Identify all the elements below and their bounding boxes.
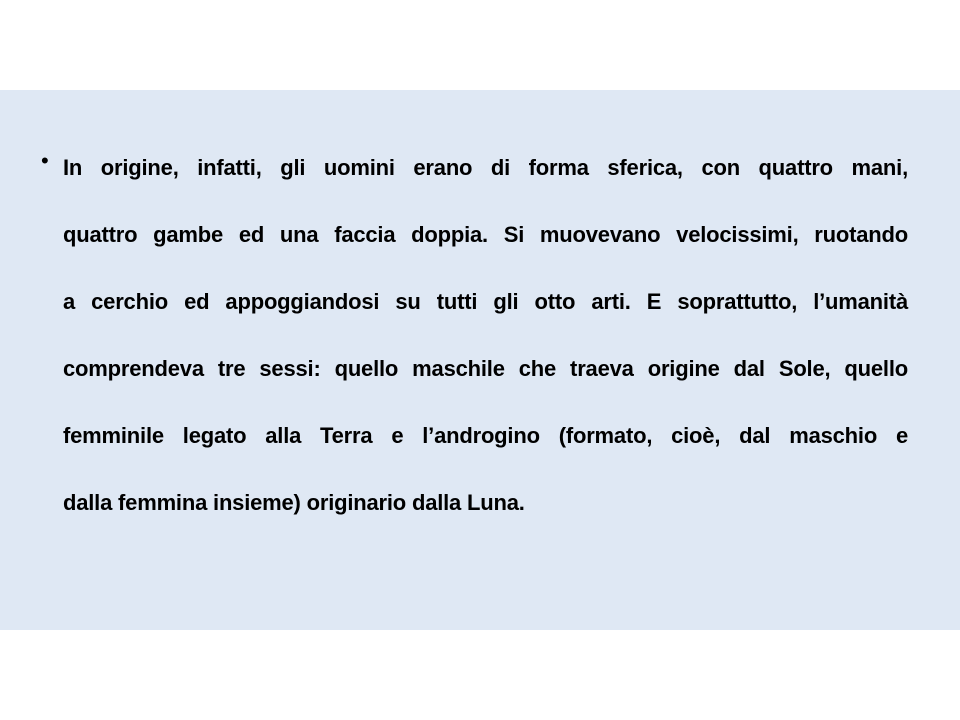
paragraph-line-4: comprendeva tre sessi: quello maschile che traeva origine dal Sole, quello [63, 356, 908, 381]
paragraph-line-1: In origine, infatti, gli uomini erano di forma sferica, con quattro mani, [63, 155, 908, 180]
bullet-point: • [41, 148, 49, 173]
paragraph-line-2: quattro gambe ed una faccia doppia. Si muovevano velocissimi, ruotando [63, 222, 908, 247]
paragraph-line-3: a cerchio ed appoggiandosi su tutti gli otto arti. E soprattutto, l’umanità [63, 289, 908, 314]
paragraph-line-5: femminile legato alla Terra e l’androgino (formato, cioè, dal maschio e [63, 423, 908, 448]
bullet-paragraph [63, 145, 908, 547]
paragraph-line-6: dalla femmina insieme) originario dalla Luna. [63, 490, 525, 515]
